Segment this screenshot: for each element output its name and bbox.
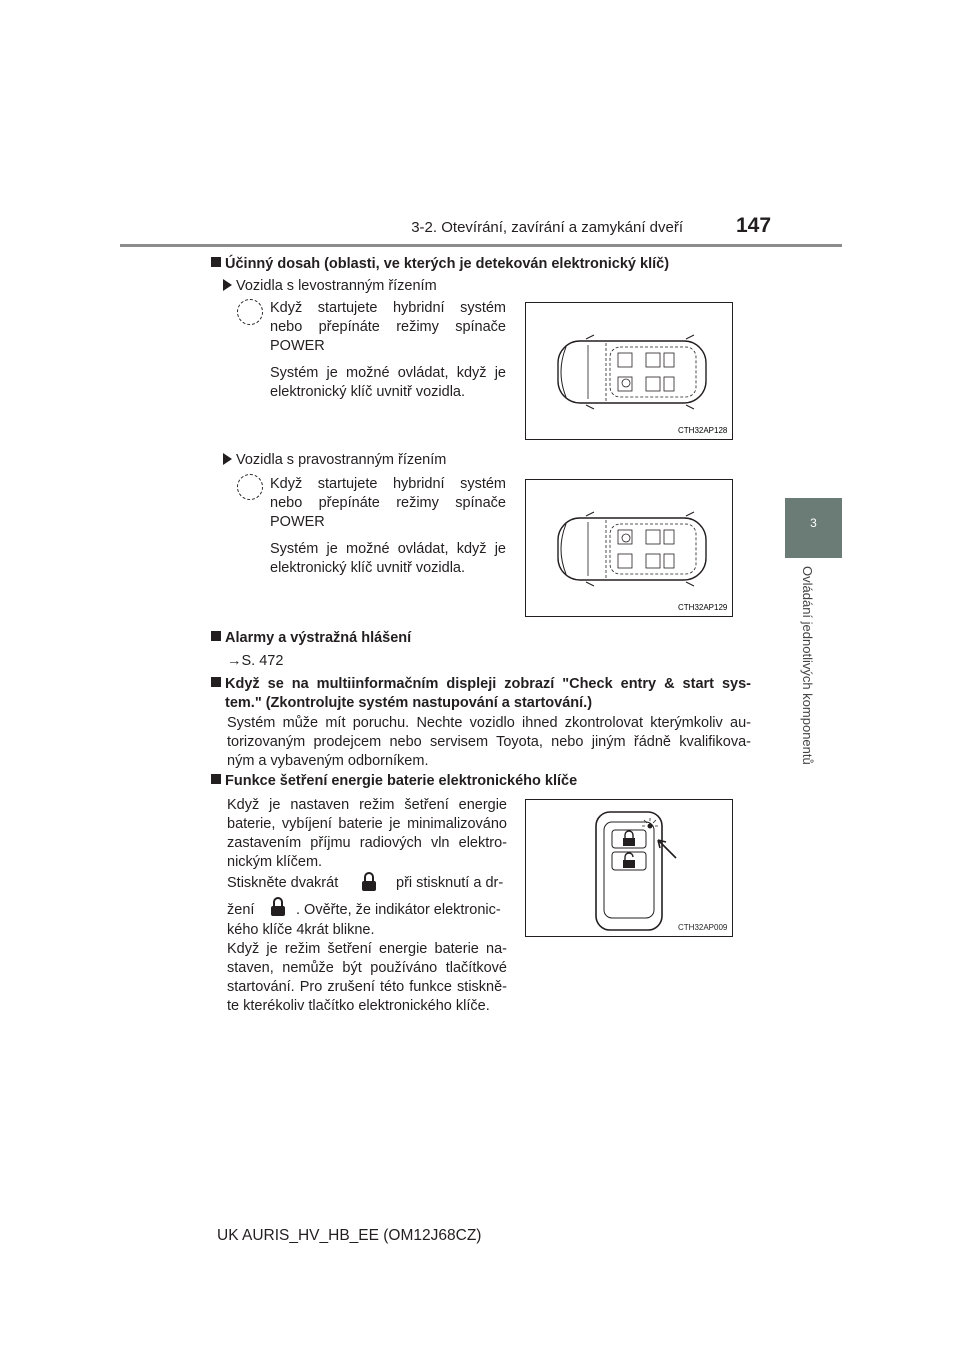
alarms-heading: Alarmy a výstražná hlášení — [211, 629, 411, 648]
lhd-subheading: Vozidla s levostranným řízením — [223, 278, 437, 294]
battery-saving-text-3: kého klíče 4krát blikne. Když je režim šetření energie baterie na- staven, nemůže být používáno tlačítkové startování. Pro zrušení této funkce stiskně- te kterékoliv tlačítko elektronického klíče. — [227, 922, 507, 1014]
rhd-subheading: Vozidla s pravostranným řízením — [223, 452, 446, 468]
effective-range-heading: Účinný dosah (oblasti, ve kterých je detekován elektronický klíč) — [211, 255, 669, 274]
bullet-square-icon — [211, 774, 221, 784]
check-entry-body: Systém může mít poruchu. Nechte vozidlo ihned zkontrolovat kterýmkoliv au- torizovaným prodejcem nebo servisem Toyota, nebo jiným řádně kvalifikova- ným a vybaveným odborníkem. — [227, 715, 751, 769]
car-top-view-illustration — [526, 303, 732, 439]
dashed-circle-legend-icon — [237, 474, 263, 500]
lock-icon — [270, 897, 286, 917]
figure-code: CTH32AP129 — [678, 603, 728, 612]
chapter-number: 3 — [810, 516, 817, 530]
electronic-key-figure — [525, 799, 733, 937]
lock-icon — [361, 872, 377, 892]
lhd-car-figure — [525, 302, 733, 440]
battery-saving-text-2b: žení . Ověřte, že indikátor elektronic- — [227, 902, 501, 918]
electronic-key-illustration — [526, 800, 732, 936]
bullet-square-icon — [211, 631, 221, 641]
header-rule — [120, 244, 842, 247]
battery-saving-heading: Funkce šetření energie baterie elektronického klíče — [211, 772, 577, 791]
car-top-view-illustration — [526, 480, 732, 616]
dashed-circle-legend-icon — [237, 299, 263, 325]
triangle-bullet-icon — [223, 453, 232, 465]
alarms-page-reference: →S. 472 — [227, 653, 284, 669]
triangle-bullet-icon — [223, 279, 232, 291]
check-entry-heading: Když se na multiinformačním displeji zobrazí "Check entry & start sys- tem." (Zkontrolujte systém nastupování a startování.) — [211, 675, 751, 713]
battery-saving-text-2a: Stiskněte dvakrát při stisknutí a dr- — [227, 875, 504, 891]
model-footer: UK AURIS_HV_HB_EE (OM12J68CZ) — [217, 1227, 482, 1244]
rhd-legend-text: Když startujete hybridní systém nebo přepínáte režimy spínače POWER Systém je možné ovládat, když je elektronický klíč uvnitř vozidla. — [270, 476, 506, 576]
battery-saving-text-1: Když je nastaven režim šetření energie baterie, vybíjení baterie je minimalizováno zastavením příjmu radiových vln elektro- nickým klíčem. — [227, 797, 507, 870]
figure-code: CTH32AP128 — [678, 426, 728, 435]
chapter-title: Ovládání jednotlivých komponentů — [800, 566, 815, 765]
bullet-square-icon — [211, 677, 221, 687]
lhd-legend-text: Když startujete hybridní systém nebo přepínáte režimy spínače POWER Systém je možné ovládat, když je elektronický klíč uvnitř vozidla. — [270, 300, 506, 400]
section-title: 3-2. Otevírání, zavírání a zamykání dveří — [411, 219, 683, 236]
figure-code: CTH32AP009 — [678, 923, 728, 932]
bullet-square-icon — [211, 257, 221, 267]
page-number: 147 — [736, 214, 772, 237]
rhd-car-figure — [525, 479, 733, 617]
